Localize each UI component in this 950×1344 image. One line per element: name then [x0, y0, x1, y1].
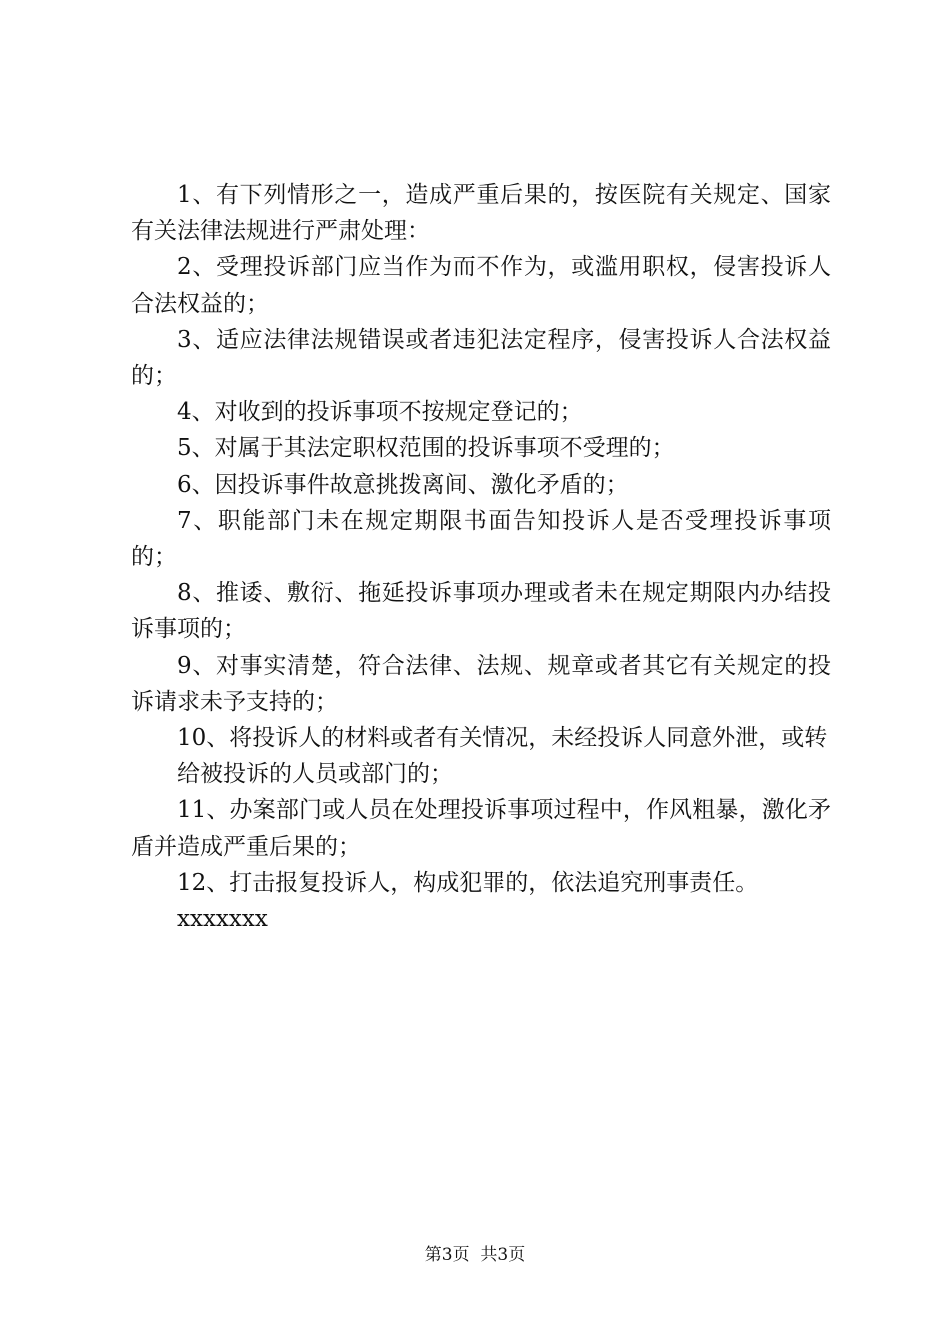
clause-10: 10、将投诉人的材料或者有关情况，未经投诉人同意外泄，或转	[177, 725, 828, 752]
clause-6: 6、因投诉事件故意挑拨离间、激化矛盾的；	[177, 471, 629, 498]
document-body	[131, 177, 831, 937]
clause-3: 3、适应法律法规错误或者违犯法定程序，侵害投诉人合法权益的；	[131, 326, 831, 390]
signature-placeholder: xxxxxxx	[177, 906, 268, 933]
clause-2: 2、受理投诉部门应当作为而不作为，或滥用职权，侵害投诉人合法权益的；	[131, 254, 831, 317]
clause-7: 7、职能部门未在规定期限书面告知投诉人是否受理投诉事项的；	[131, 507, 831, 571]
page-number-label: 第3页 共3页	[424, 1245, 526, 1265]
clause-12: 12、打击报复投诉人，构成犯罪的，依法追究刑事责任。	[177, 869, 759, 896]
clause-9: 9、对事实清楚，符合法律、法规、规章或者其它有关规定的投诉请求未予支持的；	[131, 652, 831, 715]
clause-1: 1、有下列情形之一，造成严重后果的，按医院有关规定、国家有关法律法规进行严肃处理：	[131, 182, 831, 245]
clause-10-continued: 给被投诉的人员或部门的；	[177, 761, 453, 788]
clause-4: 4、对收到的投诉事项不按规定登记的；	[177, 399, 583, 426]
clause-8: 8、推诿、敷衍、拖延投诉事项办理或者未在规定期限内办结投诉事项的；	[131, 580, 831, 643]
clause-11: 11、办案部门或人员在处理投诉事项过程中，作风粗暴，激化矛盾并造成严重后果的；	[131, 797, 831, 860]
clause-5: 5、对属于其法定职权范围的投诉事项不受理的；	[177, 435, 675, 462]
page-footer	[0, 1243, 950, 1267]
